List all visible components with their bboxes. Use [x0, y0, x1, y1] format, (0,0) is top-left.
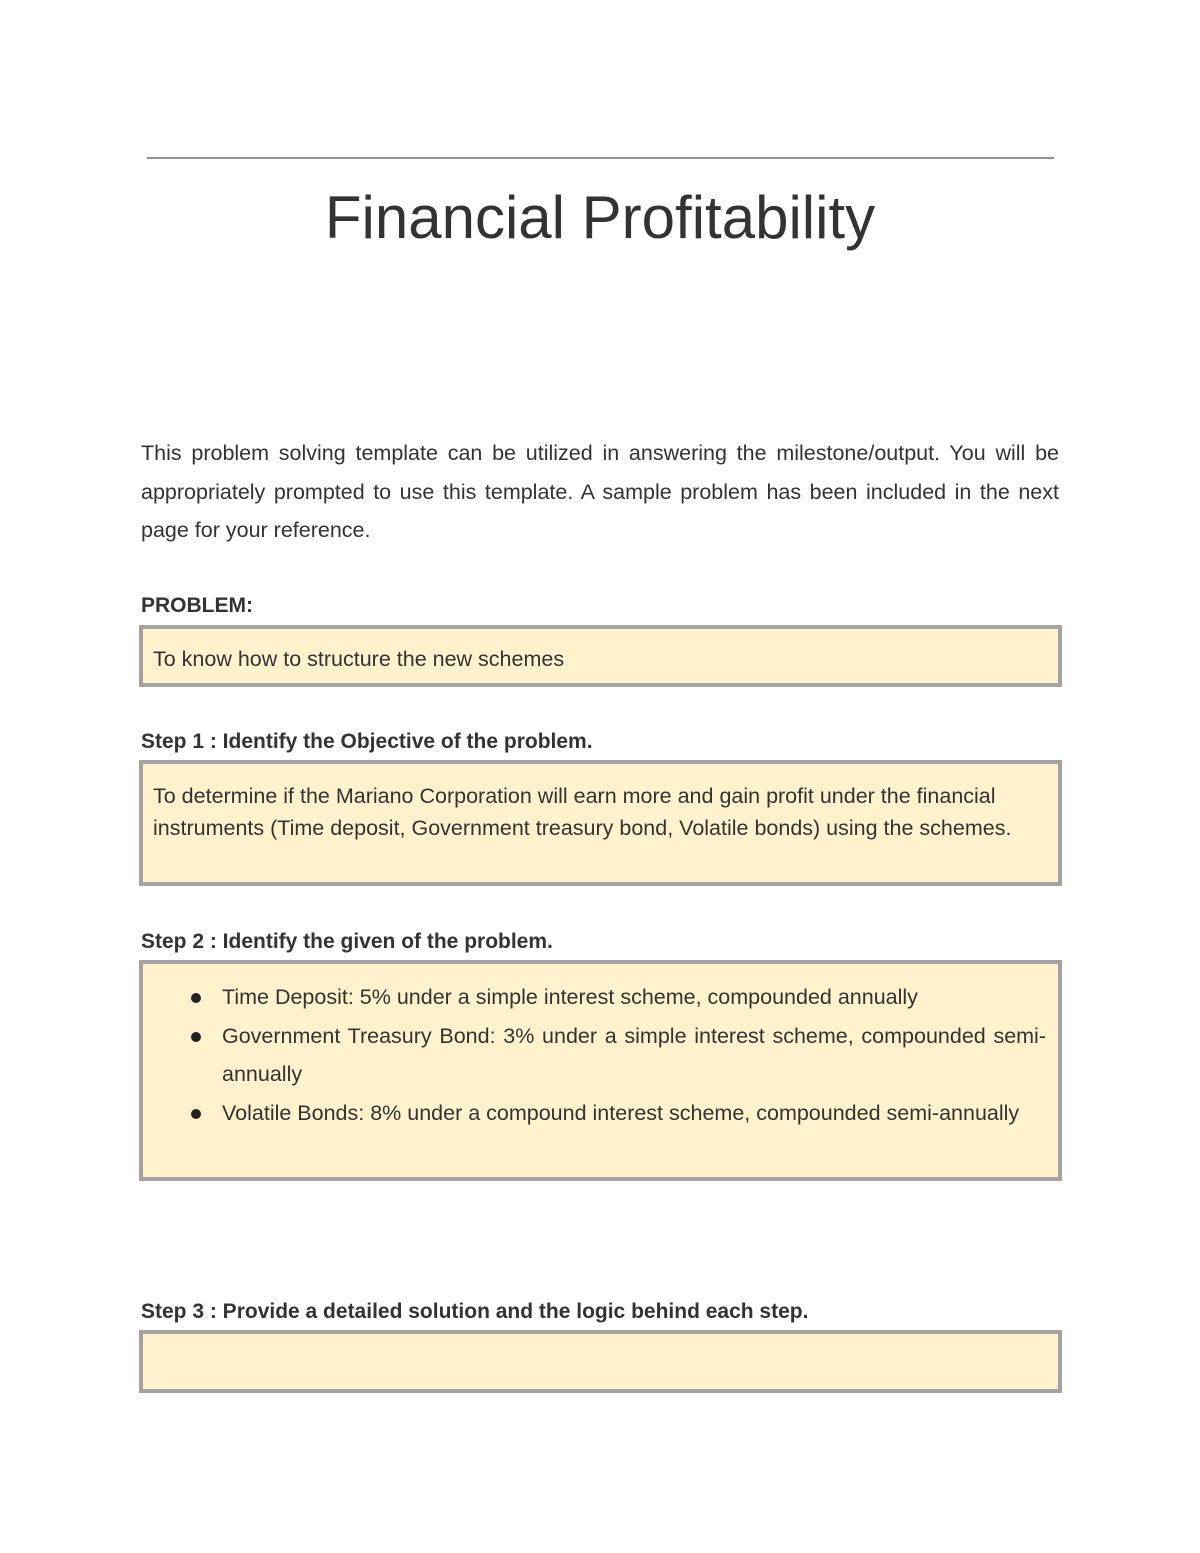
given-list: [153, 978, 1048, 1132]
problem-answer-box[interactable]: [139, 625, 1062, 687]
intro-paragraph: This problem solving template can be utilized in answering the milestone/output. You will be appropriately prompted to use this template. A sample problem has been included in the next page for your reference.: [141, 441, 1059, 542]
step1-answer-box[interactable]: [139, 760, 1062, 886]
step2-label: Step 2 : Identify the given of the problem.: [141, 930, 553, 953]
given-item-treasury-bond: [153, 1017, 1048, 1094]
step3-label: Step 3 : Provide a detailed solution and the logic behind each step.: [141, 1300, 809, 1323]
step3-answer-box[interactable]: [139, 1330, 1062, 1393]
step1-answer-text: To determine if the Mariano Corporation will earn more and gain profit under the financial instruments (Time deposit, Government treasury bond, Volatile bonds) using the schemes.: [153, 784, 1012, 840]
given-item-text: Volatile Bonds: 8% under a compound interest scheme, compounded semi-annually: [222, 1100, 1020, 1125]
problem-label: PROBLEM:: [141, 594, 253, 617]
given-item-text: Government Treasury Bond: 3% under a simple interest scheme, compounded semi-annually: [222, 1023, 1046, 1086]
step2-answer-box[interactable]: [139, 960, 1062, 1181]
given-item-text: Time Deposit: 5% under a simple interest scheme, compounded annually: [222, 985, 918, 1009]
bullet-icon: [191, 1109, 201, 1119]
step1-label: Step 1 : Identify the Objective of the problem.: [141, 730, 593, 753]
given-item-volatile-bonds: [153, 1094, 1048, 1133]
bullet-icon: [191, 1032, 201, 1042]
problem-answer-text: To know how to structure the new schemes: [153, 647, 565, 671]
given-item-time-deposit: [153, 978, 1048, 1017]
page-title: Financial Profitability: [324, 184, 876, 251]
bullet-icon: [191, 993, 201, 1003]
title-rule: [147, 157, 1054, 159]
